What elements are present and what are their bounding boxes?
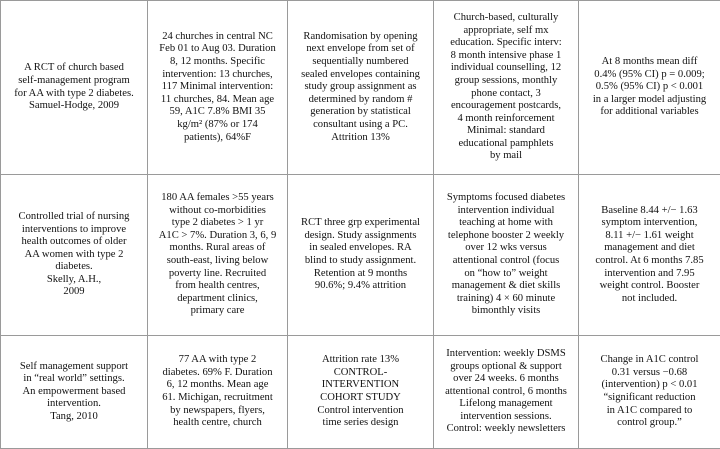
intervention-cell: Intervention: weekly DSMS groups optional & support over 24 weeks. 6 months attentional control, 6 months Lifelong management intervention sessions. Control: weekly newsletters — [434, 336, 579, 449]
design-cell: RCT three grp experimental design. Study assignments in sealed envelopes. RA blind to study assignment. Retention at 9 months 90.6%; 9.4% attrition — [288, 175, 434, 336]
table-row — [1, 336, 720, 449]
results-cell: Change in A1C control 0.31 versus −0.68 (intervention) p < 0.01 “significant reduction in A1C compared to control group.” — [579, 336, 720, 449]
sample-cell: 180 AA females >55 years without co-morbidities type 2 diabetes > 1 yr A1C > 7%. Duration 3, 6, 9 months. Rural areas of south-east, living below poverty line. Recruited from health centres, department clinics, primary care — [148, 175, 288, 336]
study-cell: A RCT of church based self-management program for AA with type 2 diabetes. Samuel-Hodge, 2009 — [1, 1, 148, 175]
study-cell: Controlled trial of nursing interventions to improve health outcomes of older AA women with type 2 diabetes. Skelly, A.H., 2009 — [1, 175, 148, 336]
design-cell: Attrition rate 13% CONTROL- INTERVENTION COHORT STUDY Control intervention time series design — [288, 336, 434, 449]
table-row — [1, 175, 720, 336]
design-cell: Randomisation by opening next envelope from set of sequentially numbered sealed envelopes containing study group assignment as determined by random # generation by statistical consultant using a PC. Attrition 13% — [288, 1, 434, 175]
table-row — [1, 1, 720, 175]
results-cell: Baseline 8.44 +/− 1.63 symptom intervention, 8.11 +/− 1.61 weight management and diet control. At 6 months 7.85 intervention and 7.95 weight control. Booster not included. — [579, 175, 720, 336]
intervention-cell: Symptoms focused diabetes intervention individual teaching at home with telephone booster 2 weekly over 12 wks versus attentional control (focus on “how to” weight management & diet skills training) 4 × 60 minute bimonthly visits — [434, 175, 579, 336]
sample-cell: 77 AA with type 2 diabetes. 69% F. Duration 6, 12 months. Mean age 61. Michigan, recruitment by newspapers, flyers, health centre, church — [148, 336, 288, 449]
results-cell: At 8 months mean diff 0.4% (95% CI) p = 0.009; 0.5% (95% CI) p < 0.001 in a larger model adjusting for additional variables — [579, 1, 720, 175]
sample-cell: 24 churches in central NC Feb 01 to Aug 03. Duration 8, 12 months. Specific intervention: 13 churches, 117 Minimal intervention: 11 churches, 84. Mean age 59, A1C 7.8% BMI 35 kg/m² (87% or 174 patients), 64%F — [148, 1, 288, 175]
intervention-cell: Church-based, culturally appropriate, self mx education. Specific interv: 8 month intensive phase 1 individual counselling, 12 group sessions, monthly phone contact, 3 encouragement postcards, 4 month reinforcement Minimal: standard educational pamphlets by mail — [434, 1, 579, 175]
study-cell: Self management support in “real world” settings. An empowerment based intervention. Tang, 2010 — [1, 336, 148, 449]
